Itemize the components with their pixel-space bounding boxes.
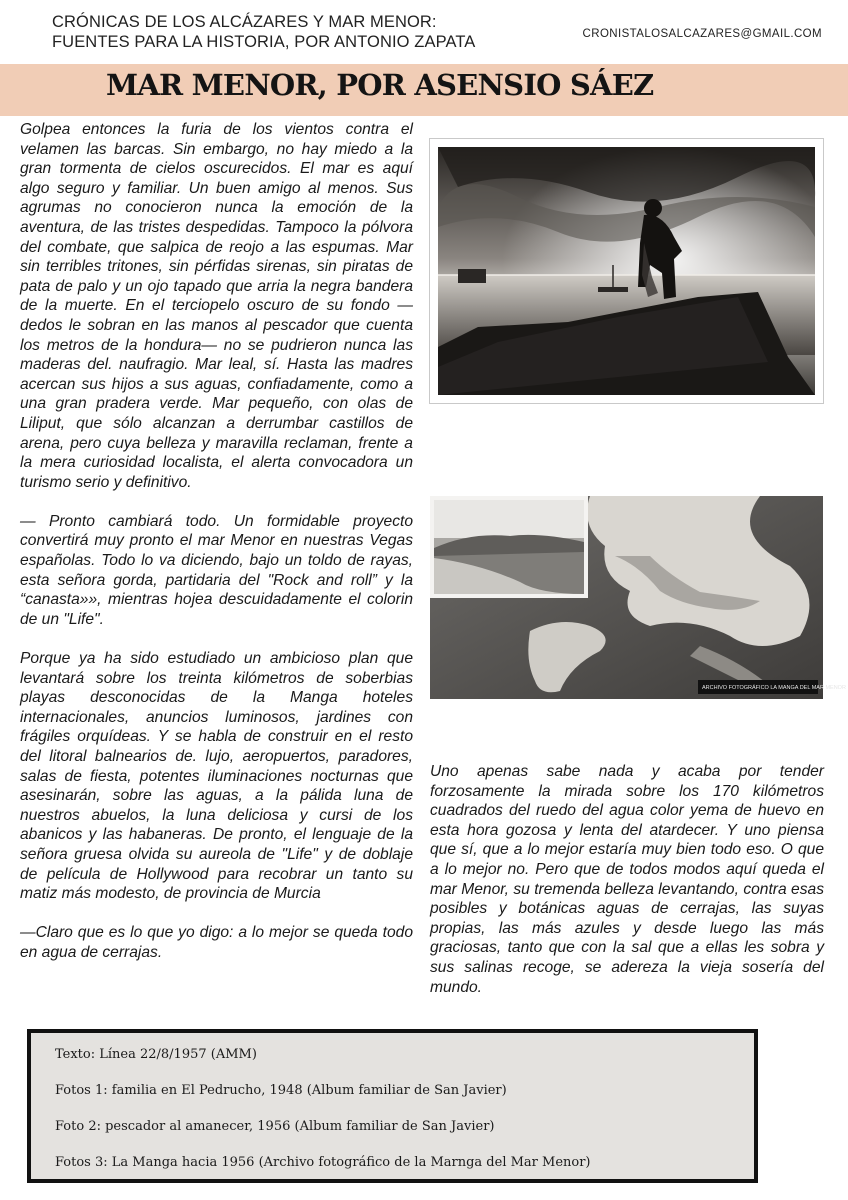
photo-fisherman-at-dawn [430, 139, 823, 403]
article-paragraph: Porque ya ha sido estudiado un ambicioso plan que levantará sobre los treinta kilómetros de soberbias playas desconocidas de la Manga hoteles internacionales, anuncios luminosos, jardines con frágiles orquídeas. Y se habla de construir en el resto del litoral balnearios de. lujo, aeropuertos, paradores, salas de fiesta, potentes iluminaciones nocturnas que asesinarán, sobre las aguas, a la pálida luna de nuestros abuelos, la luna deliciosa y cursi de los abanicos y las habaneras. De pronto, el lenguaje de la señora gruesa olvida su aureola de "Life" y de doblaje de película de Hollywood para recobrar un tanto su matiz más modesto, de provincia de Murcia [20, 650, 413, 903]
credit-photo-1: Fotos 1: familia en El Pedrucho, 1948 (Album familiar de San Javier) [55, 1083, 507, 1098]
article-paragraph: — Pronto cambiará todo. Un formidable proyecto convertirá muy pronto el mar Menor en nuestras Vegas españolas. Todo lo va diciendo, bajo un toldo de rayas, esta señora gorda, partidaria del "Rock and roll” y la “canasta»», mientras hojea descuidadamente el colorin de un "Life". [20, 512, 413, 628]
series-title [52, 12, 475, 52]
series-title-line1: CRÓNICAS DE LOS ALCÁZARES Y MAR MENOR: [52, 13, 437, 31]
article-paragraph: Uno apenas sabe nada y acaba por tender forzosamente la mirada sobre los 170 kilómetros cuadrados del ruedo del agua color yema de huevo en esta hora gozosa y lenta del atardecer. Y uno piensa que sí, que a lo mejor estaría muy bien todo eso. O que a lo mejor no. Pero que de todos modos aquí queda el mar Menor, su tremenda belleza levantando, contra esas posibles y botánicas aguas de cerrajas, las suyas propias, las más azules y desde luego las más graciosas, tanto que con la sal que a ellas les sobra y sus salinas recoge, se adereza la vieja sosería del mundo. [430, 763, 824, 996]
contact-email[interactable]: CRONISTALOSALCAZARES@GMAIL.COM [582, 28, 822, 40]
series-title-line2: FUENTES PARA LA HISTORIA, POR ANTONIO ZAPATA [52, 33, 476, 51]
article-paragraph: Golpea entonces la furia de los vientos contra el velamen las barcas. Sin embargo, no hay miedo a la gran tormenta de cielos oscurecidos. El mar es aquí algo seguro y familiar. Un buen amigo al menos. Sus agrumas no conocieron nunca la emoción de la aventura, de las tristes despedidas. Tampoco la pólvora del combate, que salpica de reojo a las espumas. Mar sin terribles tritones, sin pérfidas sirenas, sin piratas de pata de palo y un ojo tapado que arria la negra bandera de la muerte. En el terciopelo oscuro de su fondo —dedos le sobran en las manos al pescador que cuenta los metros de la hondura— no se pudrieron nunca las maderas del. naufragio. Mar leal, sí. Hasta las madres acercan sus hijos a sus aguas, confiadamente, como a una gran pradera verde. Mar pequeño, con olas de Liliput, que sólo alcanzan a derrumbar castillos de arena, pero cuya belleza y maravilla reclaman, frente a la mera curiosidad localista, el alerta convocadora un turismo serio y definitivo. [20, 121, 413, 491]
article-column-right [430, 762, 824, 997]
credit-text-source: Texto: Línea 22/8/1957 (AMM) [55, 1047, 257, 1062]
credit-photo-2: Foto 2: pescador al amanecer, 1956 (Album familiar de San Javier) [55, 1119, 495, 1134]
photo-aerial-la-manga [430, 496, 846, 699]
article-paragraph: —Claro que es lo que yo digo: a lo mejor se queda todo en agua de cerrajas. [20, 924, 413, 961]
fisherman-silhouette-icon [438, 147, 815, 395]
credit-photo-3: Fotos 3: La Manga hacia 1956 (Archivo fotográfico de la Marnga del Mar Menor) [55, 1155, 591, 1170]
article-column-left [20, 120, 413, 963]
aerial-la-manga-icon [430, 496, 846, 699]
page-title: MAR MENOR, POR ASENSIO SÁEZ [106, 68, 654, 102]
photo-watermark: ARCHIVO FOTOGRÁFICO LA MANGA DEL MAR MENOR [702, 685, 846, 691]
photo-credits-box [27, 1029, 758, 1183]
